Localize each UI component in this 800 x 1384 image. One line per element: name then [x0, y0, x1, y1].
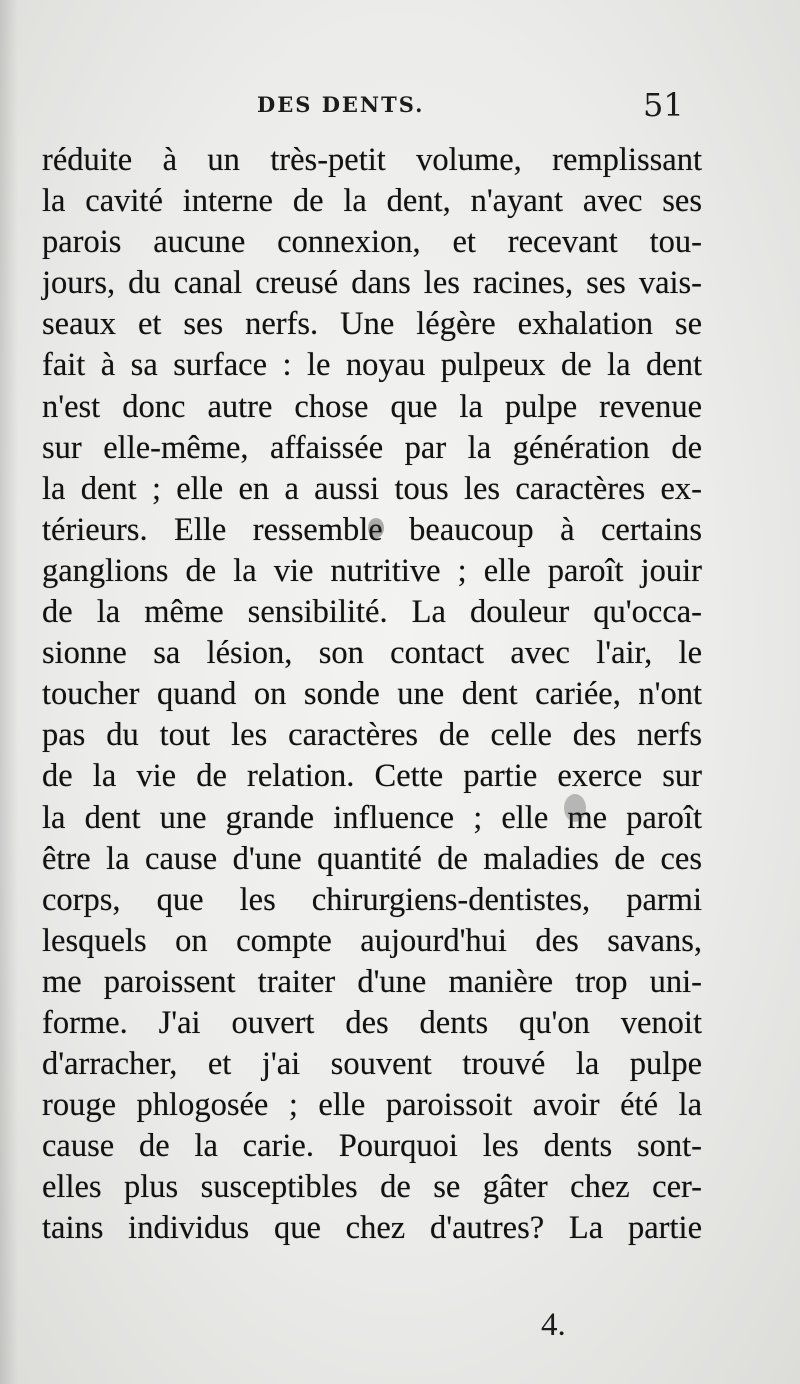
- text-line: térieurs. Elle ressemble beaucoup à certains: [42, 511, 702, 548]
- body-text: [42, 140, 702, 1250]
- text-line: toucher quand on sonde une dent cariée, n'ont: [42, 676, 702, 713]
- text-line: pas du tout les caractères de celle des nerfs: [42, 717, 702, 754]
- text-line: de la même sensibilité. La douleur qu'occa-: [42, 594, 702, 631]
- page-number: 51: [643, 86, 684, 124]
- text-line: la cavité interne de la dent, n'ayant avec ses: [42, 183, 702, 220]
- text-line: de la vie de relation. Cette partie exerce sur: [42, 758, 702, 795]
- text-line: rouge phlogosée ; elle paroissoit avoir été la: [42, 1087, 702, 1124]
- text-line: seaux et ses nerfs. Une légère exhalation se: [42, 306, 702, 343]
- text-line: jours, du canal creusé dans les racines, ses vais-: [42, 265, 702, 302]
- text-line: tains individus que chez d'autres? La partie: [42, 1210, 702, 1247]
- text-line: sionne sa lésion, son contact avec l'air, le: [42, 635, 702, 672]
- text-line: fait à sa surface : le noyau pulpeux de la dent: [42, 347, 702, 384]
- running-title: DES DENTS.: [257, 92, 425, 117]
- text-line: la dent ; elle en a aussi tous les caractères ex-: [42, 470, 702, 507]
- text-line: cause de la carie. Pourquoi les dents sont-: [42, 1128, 702, 1165]
- text-line: me paroissent traiter d'une manière trop uni-: [42, 963, 702, 1000]
- ink-blot: [368, 518, 384, 538]
- page-edge-shadow: [0, 0, 18, 1384]
- ink-blot: [564, 794, 586, 822]
- text-line: réduite à un très-petit volume, remplissant: [42, 142, 702, 178]
- text-line: la dent une grande influence ; elle me paroît: [42, 799, 702, 836]
- text-line: sur elle-même, affaissée par la génération de: [42, 429, 702, 466]
- text-line: d'arracher, et j'ai souvent trouvé la pulpe: [42, 1046, 702, 1083]
- text-line: elles plus susceptibles de se gâter chez cer-: [42, 1169, 702, 1206]
- text-line: lesquels on compte aujourd'hui des savans,: [42, 922, 702, 959]
- text-line: ganglions de la vie nutritive ; elle paroît jouir: [42, 552, 702, 589]
- running-head: [0, 86, 800, 128]
- text-line: corps, que les chirurgiens-dentistes, parmi: [42, 881, 702, 918]
- text-line: n'est donc autre chose que la pulpe revenue: [42, 388, 702, 425]
- text-line: parois aucune connexion, et recevant tou-: [42, 224, 702, 261]
- text-line: être la cause d'une quantité de maladies de ces: [42, 840, 702, 877]
- text-line: forme. J'ai ouvert des dents qu'on venoit: [42, 1004, 702, 1041]
- signature-mark: 4.: [541, 1307, 566, 1343]
